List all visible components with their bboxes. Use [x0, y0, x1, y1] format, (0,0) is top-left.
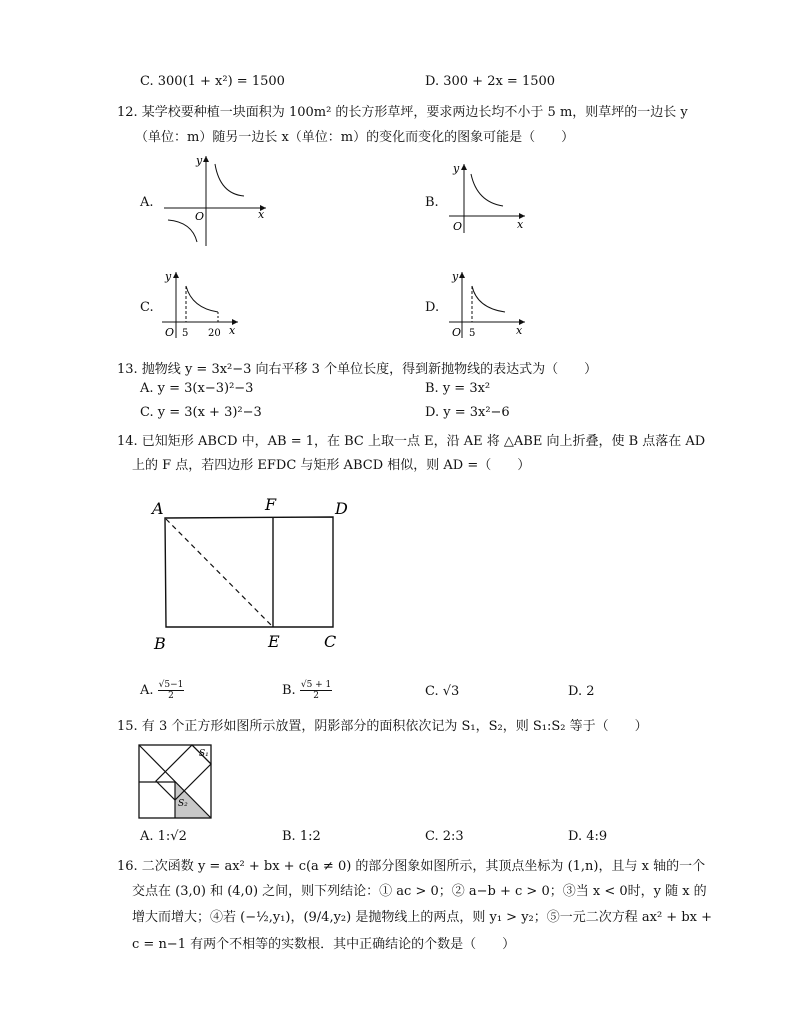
q14-stem-line2: 上的 F 点，若四边形 EFDC 与矩形 ABCD 相似，则 AD =（ ） — [132, 458, 531, 473]
hyperbola-branch-2 — [168, 220, 197, 242]
vertex-e-label: E — [268, 632, 280, 651]
q12-option-c-label: C. — [140, 300, 154, 315]
q14-stem-line1: 14. 已知矩形 ABCD 中，AB = 1，在 BC 上取一点 E，沿 AE 将 △ABE 向上折叠，使 B 点落在 AD — [117, 434, 706, 449]
y-axis-label: y — [196, 154, 203, 167]
q14-option-b-numerator: √5 + 1 — [300, 680, 332, 690]
y-axis-arrow — [173, 272, 179, 278]
q14-option-a-numerator: √5−1 — [158, 680, 184, 690]
y-axis-label: y — [165, 270, 172, 283]
q12-graph-b — [447, 158, 537, 238]
q14-option-b — [282, 680, 332, 701]
q11-option-d: D. 300 + 2x = 1500 — [425, 74, 556, 89]
y-axis-label: y — [453, 162, 460, 175]
q16-stem-line3: 增大而增大；④若 (−½,y₁)，(9/4,y₂) 是抛物线上的两点，则 y₁ > y₂；⑤一元二次方程 ax² + bx + — [132, 910, 713, 925]
q12-option-d-label: D. — [425, 300, 440, 315]
q15-option-a: A. 1:√2 — [140, 829, 187, 844]
x-axis-label: x — [229, 324, 236, 337]
y-axis-arrow — [203, 156, 209, 162]
q12-graph-d — [447, 266, 537, 346]
q13-option-b: B. y = 3x² — [425, 381, 491, 396]
hyperbola-branch-1 — [215, 164, 244, 196]
q14-option-a-denominator: 2 — [168, 691, 174, 701]
q16-stem-line1: 16. 二次函数 y = ax² + bx + c(a ≠ 0) 的部分图象如图所示，其顶点坐标为 (1,n)，且与 x 轴的一个 — [117, 859, 706, 874]
s1-label: S₁ — [199, 749, 209, 759]
origin-label: O — [452, 326, 462, 339]
hyperbola-branch — [471, 174, 503, 206]
q14-option-b-label: B. — [282, 683, 296, 698]
q14-option-a-fraction — [158, 680, 185, 701]
hyperbola-segment — [472, 286, 505, 312]
q14-option-a-label: A. — [140, 683, 154, 698]
q15-squares-figure — [138, 744, 214, 820]
tick-label-20: 20 — [208, 328, 221, 339]
y-axis-arrow — [459, 272, 465, 278]
q13-option-d: D. y = 3x²−6 — [425, 405, 510, 420]
vertex-d-label: D — [335, 499, 348, 518]
fold-line-ae — [166, 519, 273, 627]
x-axis-label: x — [516, 324, 523, 337]
q14-option-b-fraction — [300, 680, 332, 701]
q12-graph-c — [160, 266, 250, 346]
s2-label: S₂ — [178, 799, 188, 809]
x-axis-label: x — [258, 208, 265, 221]
vertex-f-label: F — [265, 495, 277, 514]
rectangle-abcd — [165, 517, 333, 627]
q11-option-c: C. 300(1 + x²) = 1500 — [140, 74, 285, 89]
q12-option-b-label: B. — [425, 195, 439, 210]
q15-option-c: C. 2:3 — [425, 829, 464, 844]
q13-stem: 13. 抛物线 y = 3x²−3 向右平移 3 个单位长度，得到新抛物线的表达式为（ ） — [117, 362, 598, 377]
q14-option-d: D. 2 — [568, 684, 595, 699]
q15-option-d: D. 4:9 — [568, 829, 608, 844]
vertex-b-label: B — [154, 634, 166, 653]
q15-option-b: B. 1:2 — [282, 829, 321, 844]
hyperbola-segment — [186, 286, 218, 312]
y-axis-arrow — [461, 164, 467, 170]
x-axis-label: x — [517, 218, 524, 231]
q14-option-b-denominator: 2 — [313, 691, 319, 701]
q14-rectangle-figure — [148, 490, 358, 660]
origin-label: O — [195, 210, 205, 223]
origin-label: O — [453, 220, 463, 233]
vertex-a-label: A — [152, 499, 164, 518]
y-axis-label: y — [452, 270, 459, 283]
q13-option-c: C. y = 3(x + 3)²−3 — [140, 405, 262, 420]
q14-option-c: C. √3 — [425, 684, 460, 699]
tick-label-5: 5 — [182, 328, 189, 339]
tick-label-5: 5 — [469, 328, 476, 339]
q13-option-a: A. y = 3(x−3)²−3 — [140, 381, 254, 396]
q12-option-a-label: A. — [140, 195, 154, 210]
q16-stem-line4: c = n−1 有两个不相等的实数根．其中正确结论的个数是（ ） — [132, 937, 516, 952]
q14-option-a — [140, 680, 184, 701]
q12-stem-line2: （单位：m）随另一边长 x（单位：m）的变化而变化的图象可能是（ ） — [135, 130, 575, 145]
q12-graph-a — [158, 150, 278, 250]
q16-stem-line2: 交点在 (3,0) 和 (4,0) 之间，则下列结论：① ac > 0；② a−b + c > 0；③当 x < 0时，y 随 x 的 — [132, 884, 707, 899]
q12-stem-line1: 12. 某学校要种植一块面积为 100m² 的长方形草坪，要求两边长均不小于 5 m，则草坪的一边长 y — [117, 105, 688, 120]
vertex-c-label: C — [324, 632, 337, 651]
q15-stem: 15. 有 3 个正方形如图所示放置，阴影部分的面积依次记为 S₁，S₂，则 S₁:S₂ 等于（ ） — [117, 719, 648, 734]
origin-label: O — [165, 326, 175, 339]
